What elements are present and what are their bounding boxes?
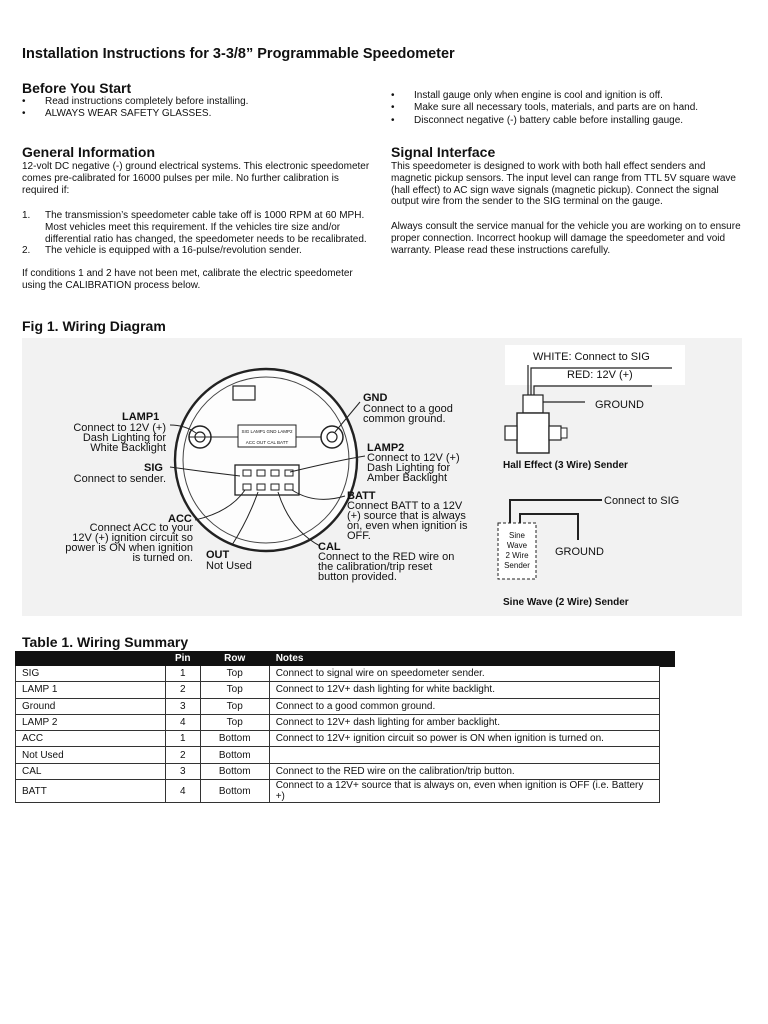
table-row: SIG 1 Top Connect to signal wire on speedometer sender. (16, 666, 660, 682)
signal-interface-paragraph-2: Always consult the service manual for the vehicle you are working on to ensure proper connection. Incorrect hookup will damage the speedometer and void warranty. Please read these instructions carefully. (391, 221, 741, 256)
batt-label: BATT (347, 490, 376, 502)
col-header-notes: Notes (269, 652, 659, 666)
table-row: LAMP 1 2 Top Connect to 12V+ dash lighting for white backlight. (16, 682, 660, 698)
svg-text:Connect BATT to a 12V: Connect BATT to a 12V (347, 500, 463, 512)
svg-text:is turned on.: is turned on. (132, 552, 193, 564)
lamp2-label: LAMP2 (367, 442, 405, 454)
col-header (16, 652, 166, 666)
svg-text:common ground.: common ground. (363, 413, 446, 425)
table-row: LAMP 2 4 Top Connect to 12V+ dash lighting for amber backlight. (16, 714, 660, 730)
svg-text:Dash Lighting for: Dash Lighting for (367, 462, 451, 474)
hall-red-label: RED: 12V (+) (567, 369, 633, 381)
table-header-row (16, 652, 660, 666)
sine-wave-sender (498, 495, 679, 608)
hall-white-label: WHITE: Connect to SIG (533, 351, 650, 363)
lamp1-label: LAMP1 (122, 411, 160, 423)
table-row: Not Used 2 Bottom (16, 747, 660, 763)
svg-text:Connect to 12V (+): Connect to 12V (+) (73, 422, 166, 434)
svg-text:the calibration/trip reset: the calibration/trip reset (318, 561, 433, 573)
svg-text:power is ON when ignition: power is ON when ignition (65, 542, 193, 554)
wiring-summary-table (15, 651, 660, 803)
svg-text:Connect to the RED wire on: Connect to the RED wire on (318, 551, 455, 563)
table-row: BATT 4 Bottom Connect to a 12V+ source that is always on, even when ignition is OFF (i.e. Battery +) (16, 780, 660, 803)
svg-text:White Backlight: White Backlight (90, 442, 166, 454)
hall-ground-label: GROUND (595, 399, 644, 411)
signal-interface-heading: Signal Interface (391, 144, 496, 160)
list-item: 2. The vehicle is equipped with a 16-pulse/revolution sender. (22, 245, 302, 257)
svg-text:Dash Lighting for: Dash Lighting for (82, 432, 166, 444)
svg-text:on, even when ignition is: on, even when ignition is (347, 520, 468, 532)
table-row: ACC 1 Bottom Connect to 12V+ ignition circuit so power is ON when ignition is turned on. (16, 731, 660, 747)
general-info-paragraph: 12-volt DC negative (-) ground electrical systems. This electronic speedometer comes pre-calibrated for 16000 pulses per mile. No further calibration is required if: (22, 161, 370, 196)
table-heading: Table 1. Wiring Summary (22, 634, 189, 650)
svg-text:Connect to a good: Connect to a good (363, 403, 453, 415)
gauge-body (175, 369, 357, 551)
list-item: 1. The transmission’s speedometer cable take off is 1000 RPM at 60 MPH. Most vehicles meet this requirement. If the vehicles tire size and/or differential ratio has changed, the speedometer needs to be recalibrated. (22, 210, 367, 245)
svg-text:Wave: Wave (506, 541, 528, 550)
svg-text:Not Used: Not Used (206, 560, 252, 572)
svg-text:Sender: Sender (504, 561, 530, 570)
list-item: • Read instructions completely before installing. (22, 96, 248, 108)
gauge-pin-row-top: SIG LAMP1 GND LAMP2 (241, 429, 293, 434)
svg-text:Connect to sender.: Connect to sender. (73, 473, 166, 485)
list-item: • Install gauge only when engine is cool and ignition is off. (391, 90, 698, 102)
gnd-label: GND (363, 392, 388, 404)
gauge-pin-row-bottom: ACC OUT CAL BATT (245, 440, 289, 445)
document-title: Installation Instructions for 3-3/8” Programmable Speedometer (22, 46, 455, 62)
col-header-row: Row (200, 652, 269, 666)
svg-text:Sine: Sine (508, 531, 526, 540)
acc-label: ACC (168, 513, 192, 525)
svg-text:Connect to 12V (+): Connect to 12V (+) (367, 452, 460, 464)
list-item: • ALWAYS WEAR SAFETY GLASSES. (22, 108, 248, 120)
before-start-heading: Before You Start (22, 80, 132, 96)
svg-text:Amber Backlight: Amber Backlight (367, 472, 448, 484)
svg-text:button provided.: button provided. (318, 571, 397, 583)
figure-heading: Fig 1. Wiring Diagram (22, 318, 166, 334)
sine-caption: Sine Wave (2 Wire) Sender (503, 597, 629, 608)
table-row: Ground 3 Top Connect to a good common ground. (16, 698, 660, 714)
table-row: CAL 3 Bottom Connect to the RED wire on the calibration/trip button. (16, 763, 660, 779)
svg-text:(+) source that is always: (+) source that is always (347, 510, 466, 522)
sig-label: SIG (144, 462, 163, 474)
out-label: OUT (206, 549, 230, 561)
signal-interface-paragraph-1: This speedometer is designed to work with both hall effect senders and magnetic pickup sensors. The input level can range from TTL 5V square wave (hall effect) to AC sign wave signals (magnetic pickup). Connect the signal output wire from the sender to the SIG terminal on the gauge. (391, 161, 736, 208)
table-header-extension (660, 651, 675, 667)
svg-text:12V (+) ignition circuit so: 12V (+) ignition circuit so (72, 532, 193, 544)
cal-label: CAL (318, 541, 341, 553)
sine-sig-label: Connect to SIG (604, 495, 680, 507)
general-info-heading: General Information (22, 144, 156, 160)
col-header-pin: Pin (165, 652, 200, 666)
list-item: • Disconnect negative (-) battery cable before installing gauge. (391, 115, 698, 127)
svg-text:OFF.: OFF. (347, 530, 371, 542)
sine-ground-label: GROUND (555, 546, 604, 558)
list-item: • Make sure all necessary tools, materials, and parts are on hand. (391, 102, 698, 114)
hall-caption: Hall Effect (3 Wire) Sender (503, 460, 628, 471)
svg-text:Connect ACC to your: Connect ACC to your (89, 522, 193, 534)
general-info-closing: If conditions 1 and 2 have not been met, calibrate the electric speedometer using the CALIBRATION process below. (22, 268, 353, 291)
svg-text:2 Wire: 2 Wire (505, 551, 529, 560)
hall-effect-sender (503, 345, 685, 471)
